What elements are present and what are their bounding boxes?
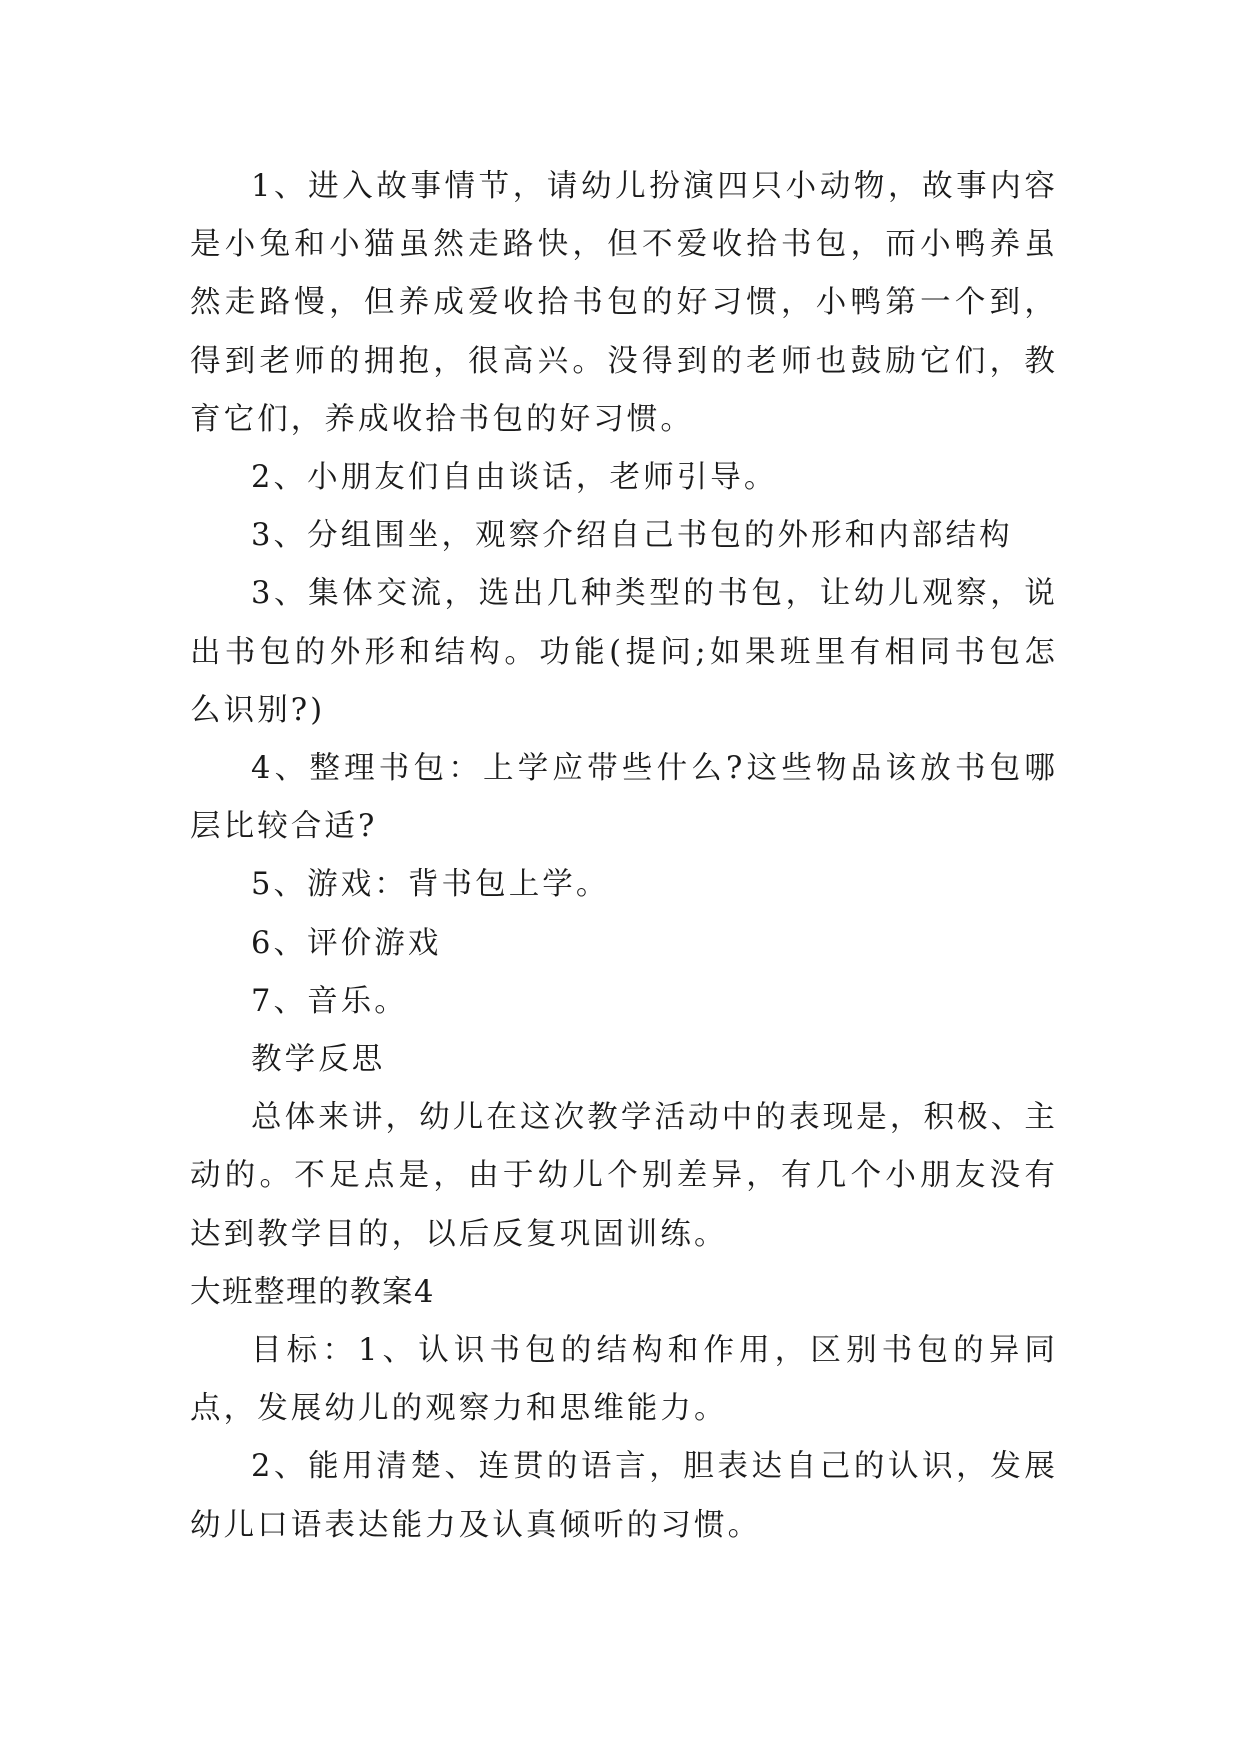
paragraph-game: 5、游戏：背书包上学。 xyxy=(251,867,610,903)
paragraph-group-observe: 3、分组围坐，观察介绍自己书包的外形和内部结构 xyxy=(251,518,1013,554)
paragraph-free-talk: 2、小朋友们自由谈话，老师引导。 xyxy=(251,460,778,496)
paragraph-goal-2: 2、能用清楚、连贯的语言，胆表达自己的认识，发展幼儿口语表达能力及认真倾听的习惯。 xyxy=(190,1449,1058,1543)
section-title-reflection: 教学反思 xyxy=(251,1042,386,1078)
paragraph-music: 7、音乐。 xyxy=(251,983,408,1019)
paragraph-evaluate-game: 6、评价游戏 xyxy=(251,925,442,961)
paragraph-organize-bag: 4、整理书包：上学应带些什么?这些物品该放书包哪层比较合适? xyxy=(190,751,1058,845)
lesson-plan-heading: 大班整理的教案4 xyxy=(190,1274,435,1310)
paragraph-group-exchange: 3、集体交流，选出几种类型的书包，让幼儿观察，说出书包的外形和结构。功能(提问;如果班里有相同书包怎么识别?) xyxy=(190,576,1058,728)
document-body xyxy=(190,158,1058,1555)
paragraph-goal-1: 目标：1、认识书包的结构和作用，区别书包的异同点，发展幼儿的观察力和思维能力。 xyxy=(190,1333,1058,1427)
paragraph-story-plot: 1、进入故事情节，请幼儿扮演四只小动物，故事内容是小兔和小猫虽然走路快，但不爱收拾书包，而小鸭养虽然走路慢，但养成爱收拾书包的好习惯，小鸭第一个到，得到老师的拥抱，很高兴。没得到的老师也鼓励它们，教育它们，养成收拾书包的好习惯。 xyxy=(190,169,1058,437)
paragraph-reflection: 总体来讲，幼儿在这次教学活动中的表现是，积极、主动的。不足点是，由于幼儿个别差异，有几个小朋友没有达到教学目的，以后反复巩固训练。 xyxy=(190,1100,1058,1252)
